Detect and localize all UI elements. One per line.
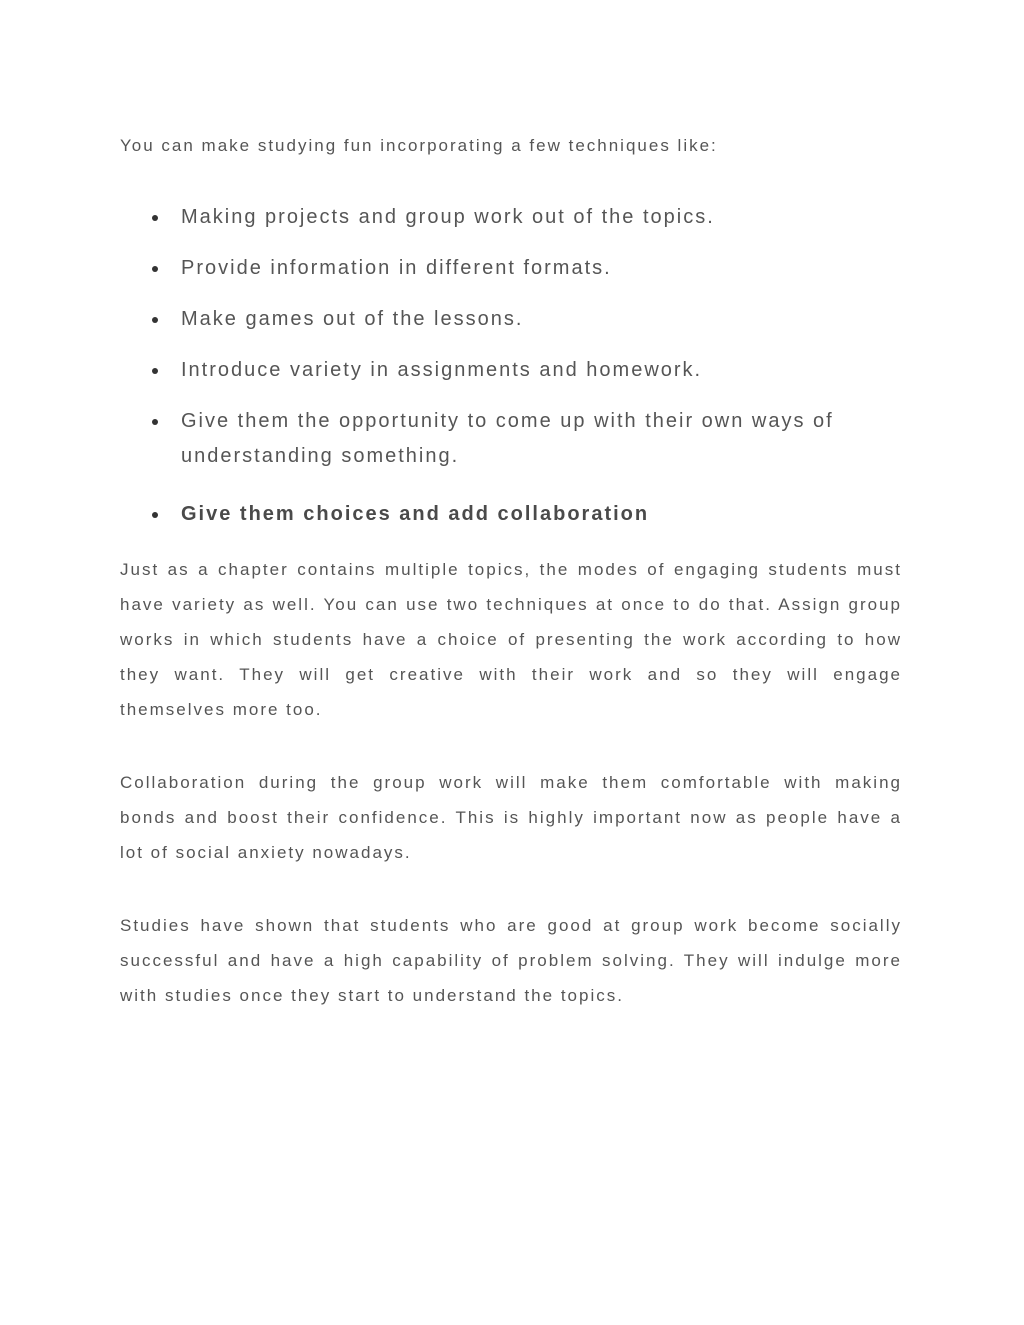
bullet-icon [152,317,158,323]
bullet-icon [152,368,158,374]
list-item [120,200,902,235]
list-item [120,302,902,337]
list-item-heading [120,497,902,532]
bullet-icon [152,215,158,221]
bullet-icon [152,419,158,425]
list-item [120,353,902,388]
list-item-text: Make games out of the lessons. [181,308,524,330]
list-item-text: Making projects and group work out of the topics. [181,206,715,228]
intro-text: You can make studying fun incorporating a few techniques like: [120,136,718,155]
list-item [120,251,902,286]
paragraph-variety: Just as a chapter contains multiple topics, the modes of engaging students must have variety as well. You can use two techniques at once to do that. Assign group works in which students have a choice of presenting the work according to how they want. They will get creative with their work and so they will engage themselves more too. [120,560,902,719]
paragraph-collaboration: Collaboration during the group work will make them comfortable with making bonds and boost their confidence. This is highly important now as people have a lot of social anxiety nowadays. [120,773,902,862]
bullet-icon [152,266,158,272]
technique-list [120,200,902,548]
list-item-text: Introduce variety in assignments and homework. [181,359,703,381]
list-item [120,404,902,474]
bullet-icon [152,512,158,518]
list-item-text: Provide information in different formats. [181,257,612,279]
list-item-text: Give them the opportunity to come up with their own ways of understanding something. [181,410,834,467]
paragraph-studies: Studies have shown that students who are good at group work become socially successful and have a high capability of problem solving. They will indulge more with studies once they start to understand the topics. [120,916,902,1005]
section-heading: Give them choices and add collaboration [181,503,650,525]
